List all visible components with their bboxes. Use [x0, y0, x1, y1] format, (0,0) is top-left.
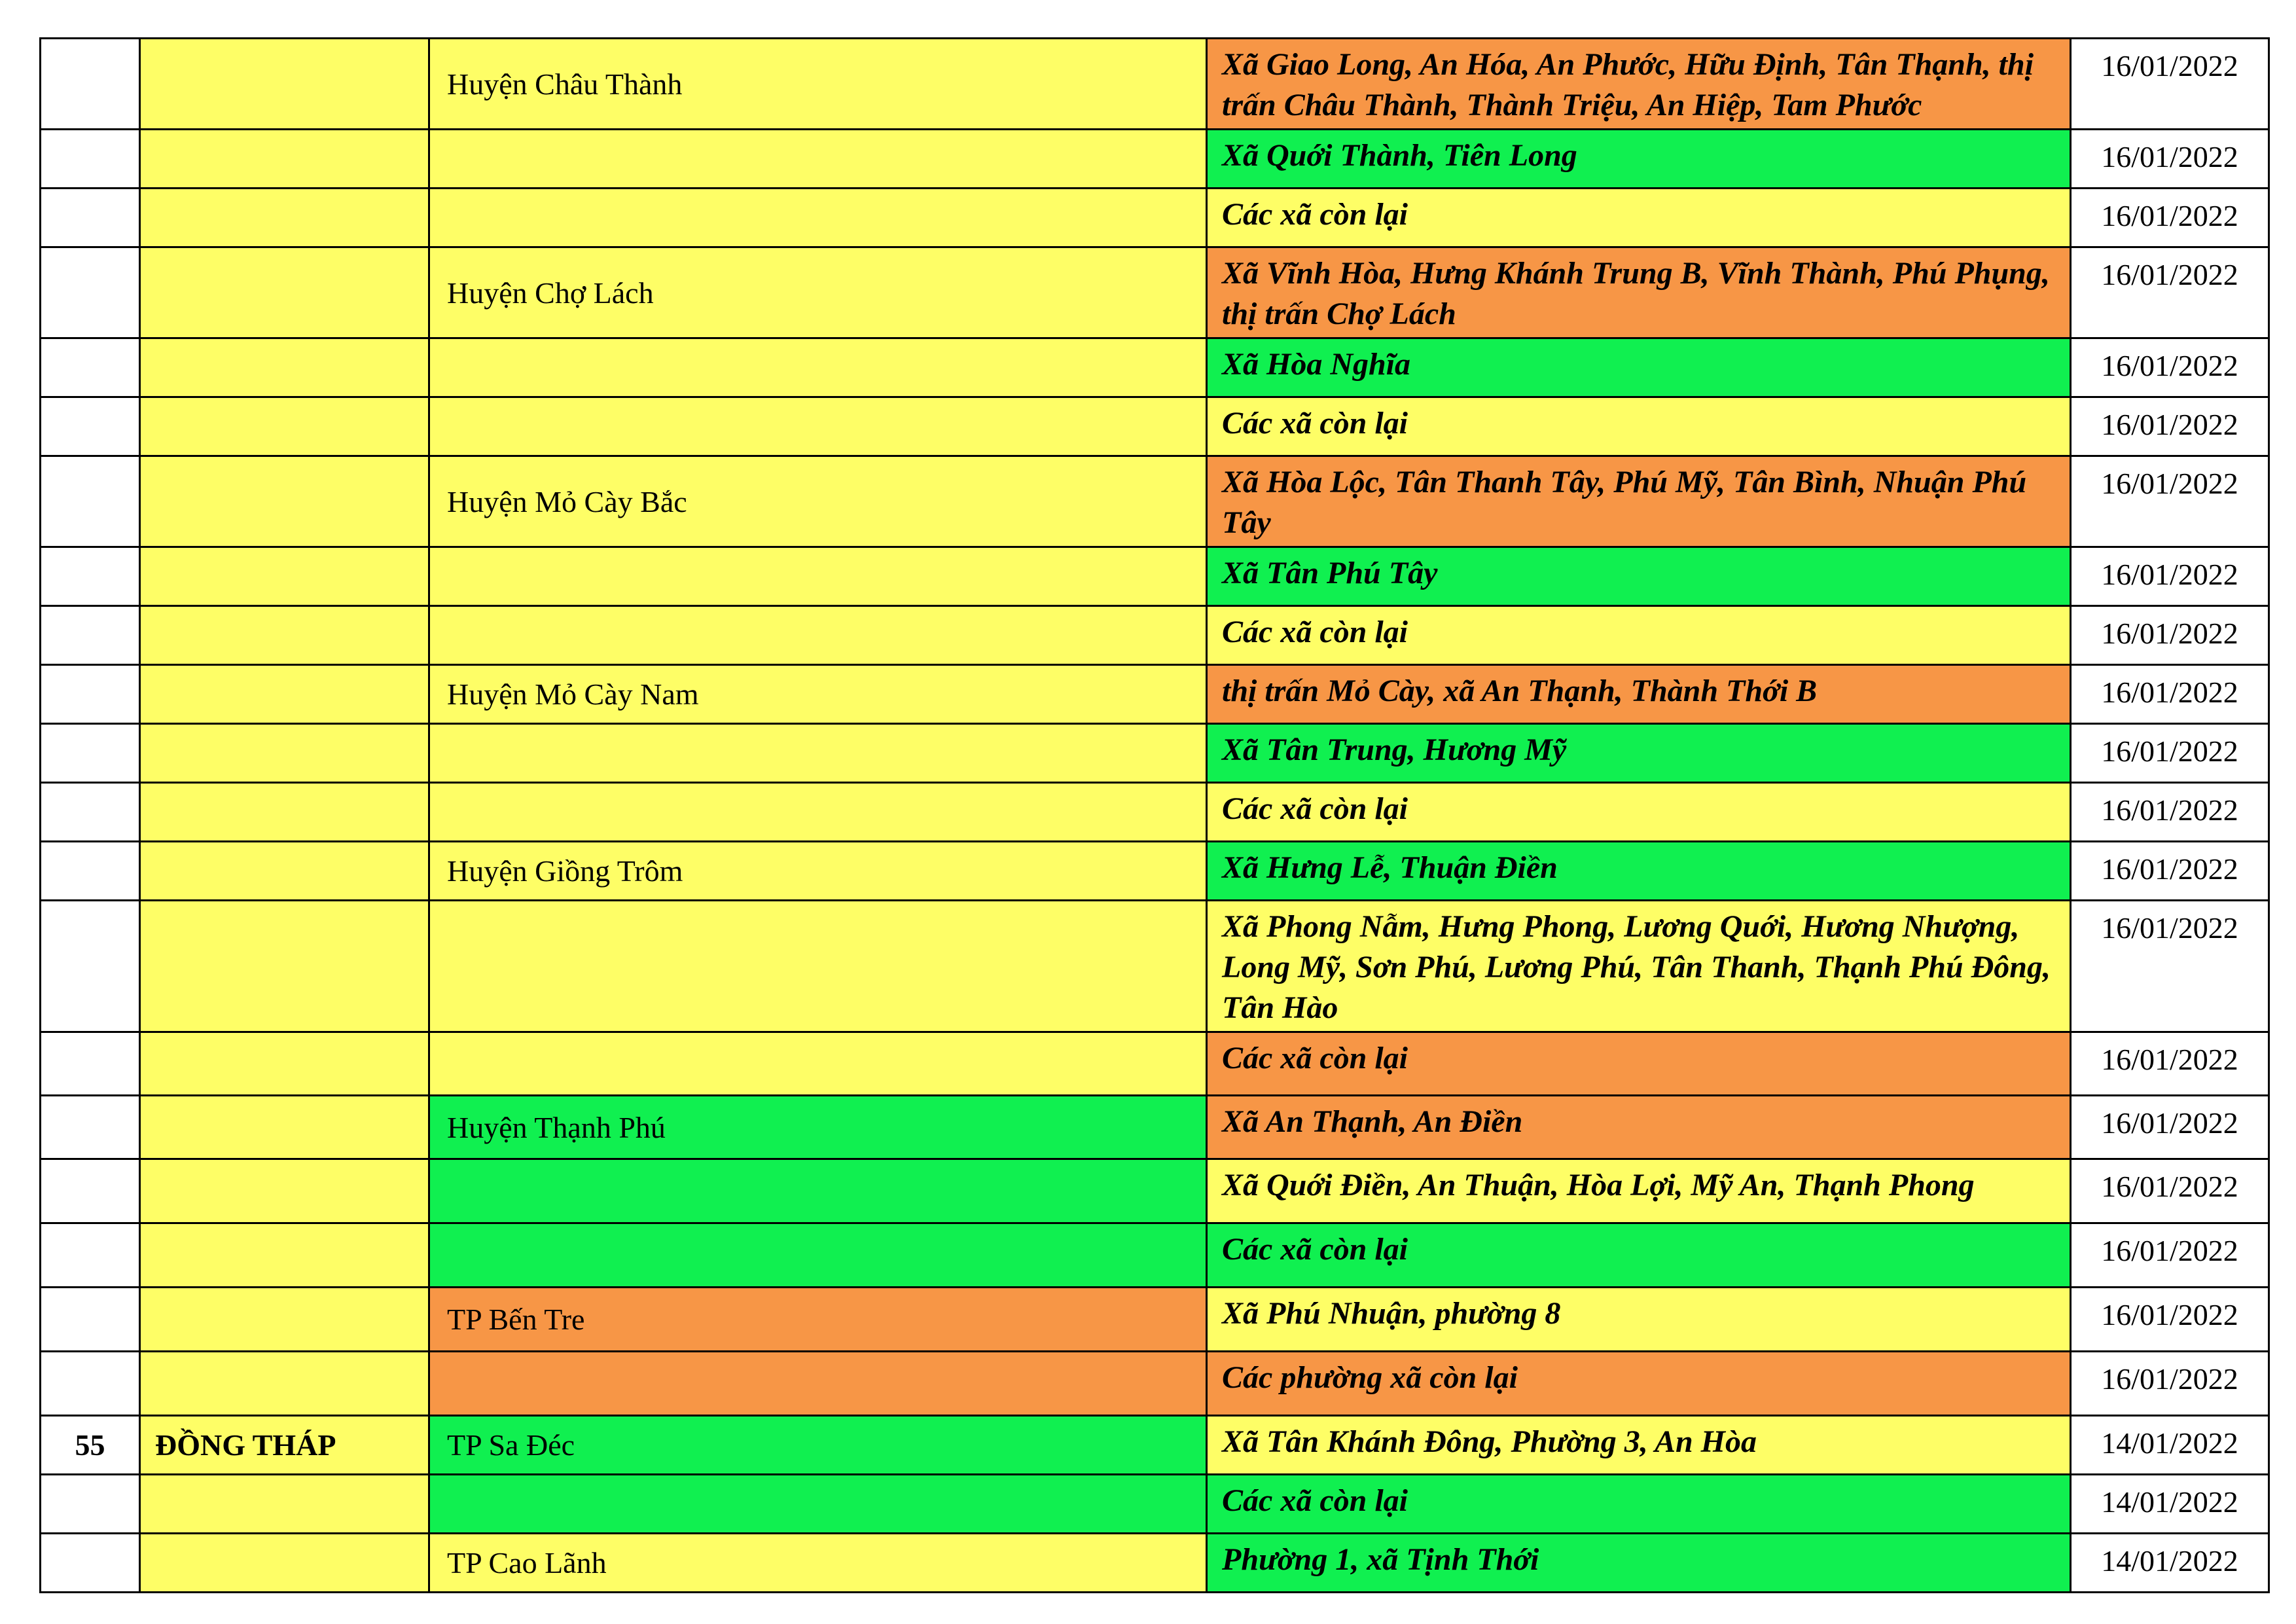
province-cell [140, 1096, 429, 1159]
area-cell: Xã Quới Thành, Tiên Long [1207, 130, 2071, 189]
row-number [41, 842, 140, 901]
document-sheet [39, 37, 2270, 1593]
area-cell: Xã Phong Nẫm, Hưng Phong, Lương Quới, Hương Nhượng, Long Mỹ, Sơn Phú, Lương Phú, Tân Thanh, Thạnh Phú Đông, Tân Hào [1207, 901, 2071, 1032]
area-cell: Xã Vĩnh Hòa, Hưng Khánh Trung B, Vĩnh Thành, Phú Phụng, thị trấn Chợ Lách [1207, 247, 2071, 338]
date-cell: 16/01/2022 [2071, 724, 2269, 783]
date-cell: 16/01/2022 [2071, 1223, 2269, 1288]
table-row [41, 724, 2269, 783]
district-cell: TP Bến Tre [429, 1288, 1207, 1352]
area-cell: Các xã còn lại [1207, 783, 2071, 842]
area-cell: Xã Giao Long, An Hóa, An Phước, Hữu Định, Tân Thạnh, thị trấn Châu Thành, Thành Triệu, An Hiệp, Tam Phước [1207, 39, 2071, 130]
district-cell [429, 606, 1207, 665]
province-cell [140, 456, 429, 547]
date-cell: 16/01/2022 [2071, 130, 2269, 189]
row-number [41, 1534, 140, 1593]
table-row [41, 247, 2269, 338]
row-number [41, 724, 140, 783]
district-cell: Huyện Mỏ Cày Bắc [429, 456, 1207, 547]
date-cell: 16/01/2022 [2071, 247, 2269, 338]
row-number [41, 456, 140, 547]
table-row [41, 1032, 2269, 1096]
province-cell [140, 338, 429, 397]
province-cell [140, 547, 429, 606]
row-number: 55 [41, 1416, 140, 1475]
table-row [41, 1159, 2269, 1223]
district-cell [429, 724, 1207, 783]
date-cell: 16/01/2022 [2071, 665, 2269, 724]
table-row [41, 1352, 2269, 1416]
district-cell: TP Sa Đéc [429, 1416, 1207, 1475]
province-cell [140, 1475, 429, 1534]
area-cell: Các xã còn lại [1207, 1223, 2071, 1288]
table-row [41, 606, 2269, 665]
date-cell: 16/01/2022 [2071, 1096, 2269, 1159]
row-number [41, 189, 140, 247]
table-row [41, 1223, 2269, 1288]
district-cell [429, 783, 1207, 842]
district-cell: Huyện Chợ Lách [429, 247, 1207, 338]
province-cell [140, 1352, 429, 1416]
row-number [41, 39, 140, 130]
table-row [41, 39, 2269, 130]
district-cell [429, 1223, 1207, 1288]
district-cell: Huyện Thạnh Phú [429, 1096, 1207, 1159]
date-cell: 16/01/2022 [2071, 1032, 2269, 1096]
row-number [41, 1223, 140, 1288]
province-cell [140, 724, 429, 783]
row-number [41, 247, 140, 338]
district-cell [429, 547, 1207, 606]
province-cell [140, 1032, 429, 1096]
province-cell: ĐỒNG THÁP [140, 1416, 429, 1475]
province-cell [140, 1223, 429, 1288]
province-cell [140, 665, 429, 724]
row-number [41, 338, 140, 397]
district-cell [429, 397, 1207, 456]
date-cell: 16/01/2022 [2071, 456, 2269, 547]
row-number [41, 1352, 140, 1416]
date-cell: 16/01/2022 [2071, 783, 2269, 842]
date-cell: 16/01/2022 [2071, 1159, 2269, 1223]
date-cell: 16/01/2022 [2071, 1352, 2269, 1416]
table-row [41, 665, 2269, 724]
district-cell [429, 1032, 1207, 1096]
table-row [41, 130, 2269, 189]
table-row [41, 1416, 2269, 1475]
table-row [41, 783, 2269, 842]
area-cell: Các xã còn lại [1207, 1032, 2071, 1096]
province-cell [140, 1534, 429, 1593]
area-cell: Các xã còn lại [1207, 606, 2071, 665]
table-row [41, 1475, 2269, 1534]
table-row [41, 456, 2269, 547]
area-cell: Xã An Thạnh, An Điền [1207, 1096, 2071, 1159]
province-cell [140, 130, 429, 189]
row-number [41, 606, 140, 665]
date-cell: 16/01/2022 [2071, 39, 2269, 130]
date-cell: 16/01/2022 [2071, 397, 2269, 456]
area-cell: Các xã còn lại [1207, 1475, 2071, 1534]
district-cell [429, 1475, 1207, 1534]
province-cell [140, 247, 429, 338]
row-number [41, 397, 140, 456]
province-cell [140, 901, 429, 1032]
table-row [41, 1288, 2269, 1352]
province-cell [140, 1159, 429, 1223]
district-cell: Huyện Mỏ Cày Nam [429, 665, 1207, 724]
area-cell: Xã Tân Phú Tây [1207, 547, 2071, 606]
row-number [41, 1032, 140, 1096]
district-cell: TP Cao Lãnh [429, 1534, 1207, 1593]
province-cell [140, 842, 429, 901]
area-cell: Xã Hưng Lễ, Thuận Điền [1207, 842, 2071, 901]
area-cell: Xã Hòa Lộc, Tân Thanh Tây, Phú Mỹ, Tân Bình, Nhuận Phú Tây [1207, 456, 2071, 547]
district-cell [429, 901, 1207, 1032]
province-cell [140, 189, 429, 247]
area-cell: thị trấn Mỏ Cày, xã An Thạnh, Thành Thới B [1207, 665, 2071, 724]
area-cell: Xã Quới Điền, An Thuận, Hòa Lợi, Mỹ An, Thạnh Phong [1207, 1159, 2071, 1223]
district-cell [429, 1352, 1207, 1416]
area-cell: Xã Hòa Nghĩa [1207, 338, 2071, 397]
row-number [41, 1159, 140, 1223]
district-cell: Huyện Giồng Trôm [429, 842, 1207, 901]
row-number [41, 1096, 140, 1159]
province-cell [140, 1288, 429, 1352]
province-cell [140, 783, 429, 842]
area-cell: Xã Tân Trung, Hương Mỹ [1207, 724, 2071, 783]
district-cell [429, 338, 1207, 397]
table-row [41, 901, 2269, 1032]
row-number [41, 1288, 140, 1352]
table-row [41, 338, 2269, 397]
province-cell [140, 397, 429, 456]
area-cell: Các xã còn lại [1207, 189, 2071, 247]
area-cell: Các xã còn lại [1207, 397, 2071, 456]
province-cell [140, 39, 429, 130]
district-cell: Huyện Châu Thành [429, 39, 1207, 130]
area-cell: Xã Phú Nhuận, phường 8 [1207, 1288, 2071, 1352]
row-number [41, 783, 140, 842]
table-row [41, 1534, 2269, 1593]
table-row [41, 189, 2269, 247]
table-row [41, 842, 2269, 901]
table-row [41, 1096, 2269, 1159]
date-cell: 16/01/2022 [2071, 338, 2269, 397]
date-cell: 14/01/2022 [2071, 1416, 2269, 1475]
date-cell: 16/01/2022 [2071, 606, 2269, 665]
table-row [41, 397, 2269, 456]
area-cell: Các phường xã còn lại [1207, 1352, 2071, 1416]
district-cell [429, 189, 1207, 247]
table-row [41, 547, 2269, 606]
district-cell [429, 130, 1207, 189]
date-cell: 14/01/2022 [2071, 1534, 2269, 1593]
row-number [41, 1475, 140, 1534]
row-number [41, 665, 140, 724]
row-number [41, 547, 140, 606]
area-cell: Phường 1, xã Tịnh Thới [1207, 1534, 2071, 1593]
area-cell: Xã Tân Khánh Đông, Phường 3, An Hòa [1207, 1416, 2071, 1475]
covid-risk-level-table [39, 37, 2270, 1593]
date-cell: 16/01/2022 [2071, 901, 2269, 1032]
date-cell: 16/01/2022 [2071, 547, 2269, 606]
date-cell: 16/01/2022 [2071, 842, 2269, 901]
district-cell [429, 1159, 1207, 1223]
date-cell: 16/01/2022 [2071, 189, 2269, 247]
province-cell [140, 606, 429, 665]
date-cell: 14/01/2022 [2071, 1475, 2269, 1534]
row-number [41, 130, 140, 189]
row-number [41, 901, 140, 1032]
date-cell: 16/01/2022 [2071, 1288, 2269, 1352]
